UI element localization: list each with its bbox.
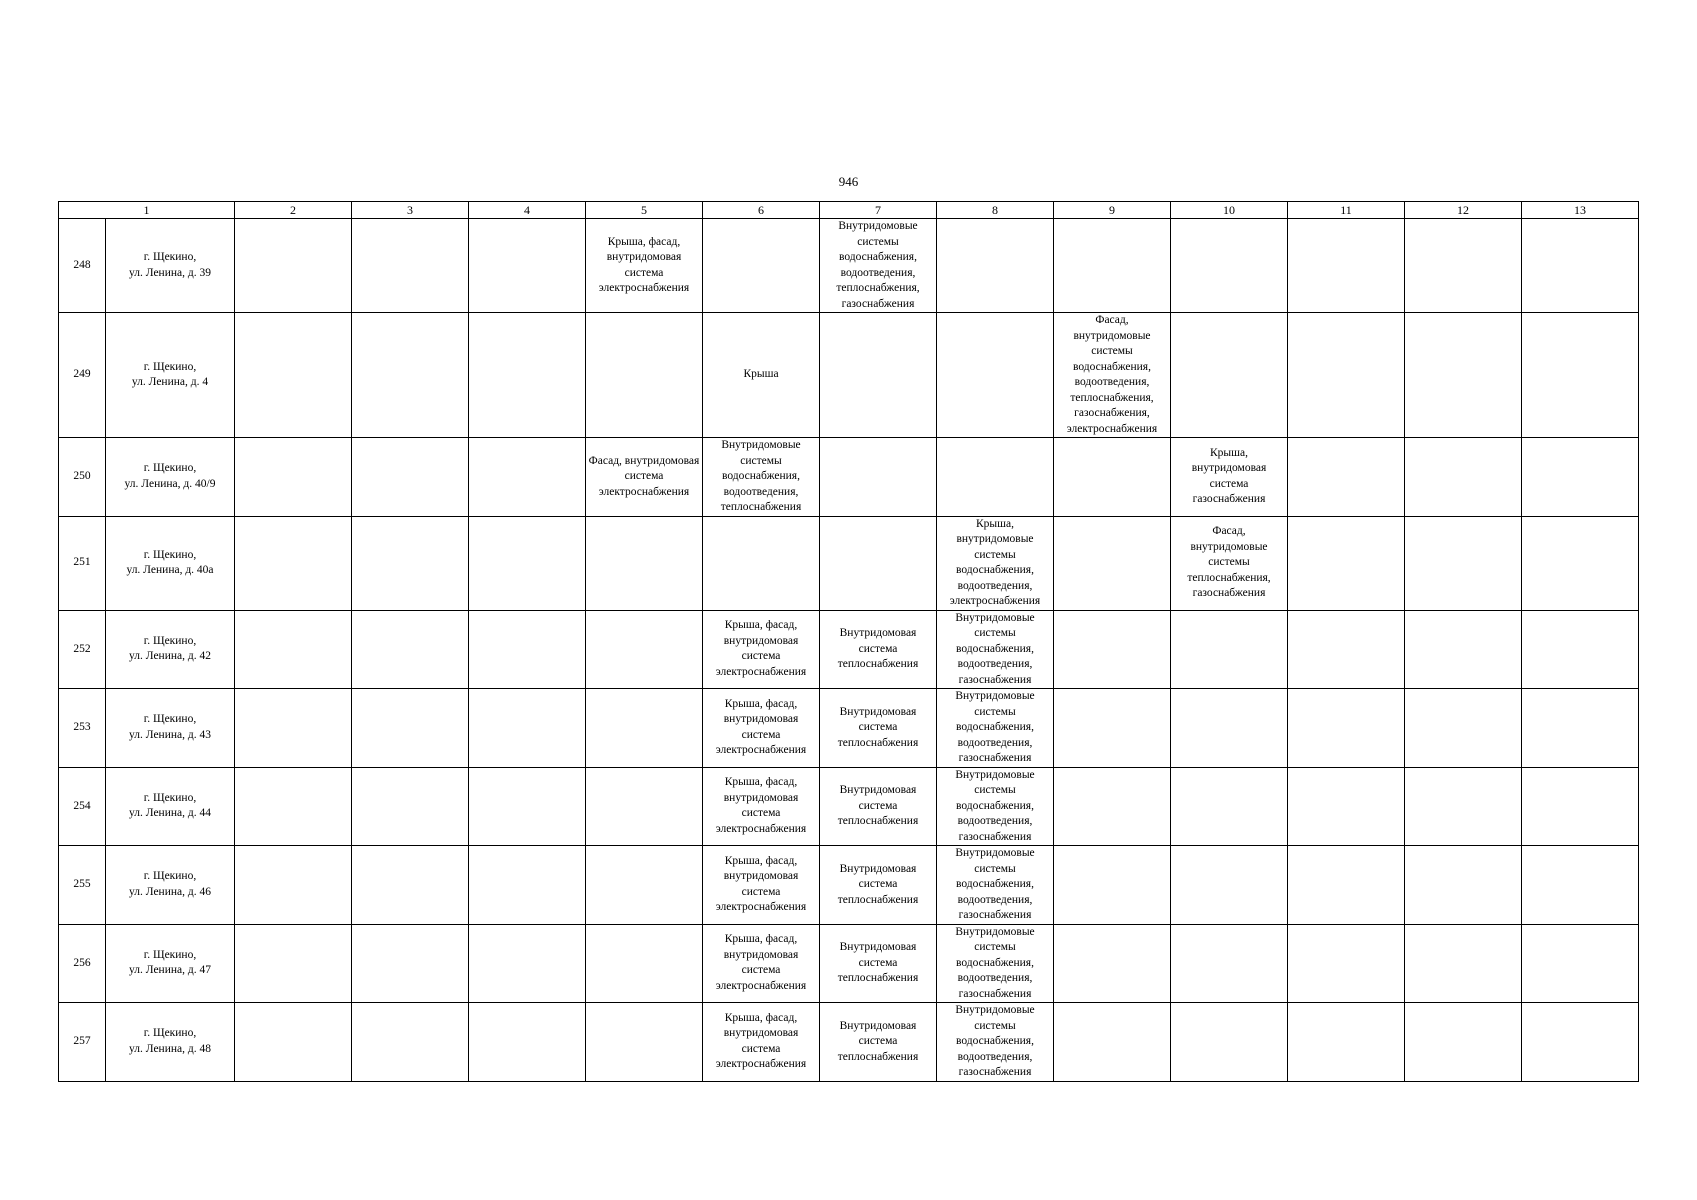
work-cell-col-6 xyxy=(703,516,820,610)
work-cell-col-5 xyxy=(586,846,703,925)
column-header-11: 11 xyxy=(1288,202,1405,219)
address-city: г. Щекино, xyxy=(143,713,197,726)
work-cell-col-5 xyxy=(586,924,703,1003)
address-street: ул. Ленина, д. 46 xyxy=(129,885,211,898)
work-cell-col-12 xyxy=(1405,689,1522,768)
work-cell-col-4 xyxy=(469,516,586,610)
work-cell-col-6: Внутридомовые системы водоснабжения, водоотведения, теплоснабжения xyxy=(703,438,820,517)
row-number: 253 xyxy=(59,689,106,768)
address-street: ул. Ленина, д. 47 xyxy=(129,964,211,977)
work-cell-col-7: Внутридомовая система теплоснабжения xyxy=(820,610,937,689)
column-header-9: 9 xyxy=(1054,202,1171,219)
row-number: 257 xyxy=(59,1003,106,1082)
column-header-3: 3 xyxy=(352,202,469,219)
work-cell-col-4 xyxy=(469,610,586,689)
work-cell-col-6: Крыша, фасад, внутридомовая система электроснабжения xyxy=(703,610,820,689)
address-city: г. Щекино, xyxy=(143,251,197,263)
work-cell-col-6: Крыша, фасад, внутридомовая система электроснабжения xyxy=(703,924,820,1003)
work-cell-col-3 xyxy=(352,438,469,517)
work-cell-col-8: Внутридомовые системы водоснабжения, водоотведения, газоснабжения xyxy=(937,689,1054,768)
address-cell xyxy=(106,438,235,517)
address-cell xyxy=(106,846,235,925)
work-cell-col-10 xyxy=(1171,767,1288,846)
address-cell xyxy=(106,767,235,846)
work-cell-col-6: Крыша, фасад, внутридомовая система электроснабжения xyxy=(703,689,820,768)
work-cell-col-6: Крыша, фасад, внутридомовая система электроснабжения xyxy=(703,767,820,846)
work-cell-col-11 xyxy=(1288,1003,1405,1082)
work-cell-col-8: Крыша, внутридомовые системы водоснабжения, водоотведения, электроснабжения xyxy=(937,516,1054,610)
column-header-10: 10 xyxy=(1171,202,1288,219)
table-row xyxy=(59,924,1639,1003)
work-cell-col-5 xyxy=(586,689,703,768)
work-cell-col-6: Крыша, фасад, внутридомовая система электроснабжения xyxy=(703,846,820,925)
work-cell-col-3 xyxy=(352,924,469,1003)
work-cell-col-4 xyxy=(469,1003,586,1082)
work-cell-col-2 xyxy=(235,924,352,1003)
work-cell-col-9: Фасад, внутридомовые системы водоснабжения, водоотведения, теплоснабжения, газоснабжения, электроснабжения xyxy=(1054,313,1171,438)
work-cell-col-7 xyxy=(820,313,937,438)
row-number: 254 xyxy=(59,767,106,846)
address-city: г. Щекино, xyxy=(143,870,197,883)
address-city: г. Щекино, xyxy=(143,548,197,561)
work-cell-col-9 xyxy=(1054,219,1171,313)
work-cell-col-5 xyxy=(586,313,703,438)
work-cell-col-10 xyxy=(1171,313,1288,438)
work-cell-col-3 xyxy=(352,689,469,768)
address-city: г. Щекино, xyxy=(143,948,197,961)
table-row xyxy=(59,313,1639,438)
work-cell-col-8 xyxy=(937,313,1054,438)
repair-schedule-table xyxy=(58,201,1639,1082)
column-header-4: 4 xyxy=(469,202,586,219)
address-street: ул. Ленина, д. 4 xyxy=(131,376,209,388)
address-cell xyxy=(106,924,235,1003)
work-cell-col-13 xyxy=(1522,1003,1639,1082)
work-cell-col-10: Фасад, внутридомовые системы теплоснабжения, газоснабжения xyxy=(1171,516,1288,610)
column-header-8: 8 xyxy=(937,202,1054,219)
work-cell-col-2 xyxy=(235,846,352,925)
page-number: 946 xyxy=(838,174,859,189)
address-street: ул. Ленина, д. 39 xyxy=(129,266,211,279)
address-street: ул. Ленина, д. 48 xyxy=(129,1042,211,1055)
work-cell-col-13 xyxy=(1522,767,1639,846)
work-cell-col-13 xyxy=(1522,846,1639,925)
work-cell-col-11 xyxy=(1288,313,1405,438)
work-cell-col-4 xyxy=(469,689,586,768)
work-cell-col-12 xyxy=(1405,313,1522,438)
work-cell-col-5 xyxy=(586,767,703,846)
work-cell-col-10 xyxy=(1171,610,1288,689)
work-cell-col-10 xyxy=(1171,219,1288,313)
row-number: 250 xyxy=(59,438,106,517)
work-cell-col-6: Крыша xyxy=(703,313,820,438)
work-cell-col-10 xyxy=(1171,1003,1288,1082)
address-cell xyxy=(106,610,235,689)
address-city: г. Щекино, xyxy=(143,1027,197,1040)
work-cell-col-12 xyxy=(1405,219,1522,313)
work-cell-col-4 xyxy=(469,219,586,313)
work-cell-col-13 xyxy=(1522,610,1639,689)
table-row xyxy=(59,767,1639,846)
address-street: ул. Ленина, д. 40/9 xyxy=(124,477,216,490)
column-header-13: 13 xyxy=(1522,202,1639,219)
row-number: 251 xyxy=(59,516,106,610)
table-row xyxy=(59,610,1639,689)
work-cell-col-7: Внутридомовая система теплоснабжения xyxy=(820,767,937,846)
table-row xyxy=(59,846,1639,925)
work-cell-col-4 xyxy=(469,767,586,846)
work-cell-col-3 xyxy=(352,219,469,313)
work-cell-col-8: Внутридомовые системы водоснабжения, водоотведения, газоснабжения xyxy=(937,924,1054,1003)
work-cell-col-9 xyxy=(1054,924,1171,1003)
work-cell-col-10 xyxy=(1171,846,1288,925)
address-cell xyxy=(106,1003,235,1082)
work-cell-col-10: Крыша, внутридомовая система газоснабжения xyxy=(1171,438,1288,517)
work-cell-col-6 xyxy=(703,219,820,313)
work-cell-col-6: Крыша, фасад, внутридомовая система электроснабжения xyxy=(703,1003,820,1082)
work-cell-col-10 xyxy=(1171,924,1288,1003)
work-cell-col-9 xyxy=(1054,767,1171,846)
work-cell-col-7 xyxy=(820,516,937,610)
work-cell-col-8: Внутридомовые системы водоснабжения, водоотведения, газоснабжения xyxy=(937,1003,1054,1082)
table-body xyxy=(59,219,1639,1082)
column-header-2: 2 xyxy=(235,202,352,219)
work-cell-col-7 xyxy=(820,438,937,517)
work-cell-col-2 xyxy=(235,689,352,768)
work-cell-col-13 xyxy=(1522,689,1639,768)
work-cell-col-2 xyxy=(235,438,352,517)
work-cell-col-7: Внутридомовая система теплоснабжения xyxy=(820,689,937,768)
work-cell-col-10 xyxy=(1171,689,1288,768)
address-city: г. Щекино, xyxy=(143,462,197,475)
column-header-5: 5 xyxy=(586,202,703,219)
work-cell-col-3 xyxy=(352,1003,469,1082)
address-city: г. Щекино, xyxy=(143,360,197,373)
table-row xyxy=(59,689,1639,768)
work-cell-col-9 xyxy=(1054,1003,1171,1082)
work-cell-col-7: Внутридомовая система теплоснабжения xyxy=(820,1003,937,1082)
work-cell-col-11 xyxy=(1288,610,1405,689)
work-cell-col-2 xyxy=(235,219,352,313)
work-cell-col-9 xyxy=(1054,846,1171,925)
work-cell-col-13 xyxy=(1522,438,1639,517)
work-cell-col-11 xyxy=(1288,689,1405,768)
work-cell-col-5: Фасад, внутридомовая система электроснабжения xyxy=(586,438,703,517)
table-row xyxy=(59,516,1639,610)
work-cell-col-13 xyxy=(1522,219,1639,313)
work-cell-col-7: Внутридомовая система теплоснабжения xyxy=(820,846,937,925)
work-cell-col-11 xyxy=(1288,516,1405,610)
column-header-1: 1 xyxy=(59,202,235,219)
work-cell-col-3 xyxy=(352,313,469,438)
address-city: г. Щекино, xyxy=(143,791,197,804)
work-cell-col-8 xyxy=(937,219,1054,313)
table-row xyxy=(59,438,1639,517)
work-cell-col-4 xyxy=(469,924,586,1003)
work-cell-col-5: Крыша, фасад, внутридомовая система электроснабжения xyxy=(586,219,703,313)
header-row xyxy=(59,202,1639,219)
row-number: 256 xyxy=(59,924,106,1003)
work-cell-col-9 xyxy=(1054,689,1171,768)
work-cell-col-8: Внутридомовые системы водоснабжения, водоотведения, газоснабжения xyxy=(937,846,1054,925)
address-cell xyxy=(106,219,235,313)
address-street: ул. Ленина, д. 43 xyxy=(129,728,211,741)
address-street: ул. Ленина, д. 42 xyxy=(129,650,211,663)
work-cell-col-3 xyxy=(352,516,469,610)
work-cell-col-2 xyxy=(235,767,352,846)
column-header-6: 6 xyxy=(703,202,820,219)
work-cell-col-11 xyxy=(1288,846,1405,925)
work-cell-col-11 xyxy=(1288,924,1405,1003)
work-cell-col-8: Внутридомовые системы водоснабжения, водоотведения, газоснабжения xyxy=(937,610,1054,689)
work-cell-col-2 xyxy=(235,313,352,438)
work-cell-col-4 xyxy=(469,313,586,438)
row-number: 248 xyxy=(59,219,106,313)
row-number: 255 xyxy=(59,846,106,925)
work-cell-col-13 xyxy=(1522,924,1639,1003)
work-cell-col-13 xyxy=(1522,516,1639,610)
work-cell-col-3 xyxy=(352,846,469,925)
work-cell-col-2 xyxy=(235,516,352,610)
work-cell-col-8: Внутридомовые системы водоснабжения, водоотведения, газоснабжения xyxy=(937,767,1054,846)
work-cell-col-4 xyxy=(469,846,586,925)
work-cell-col-9 xyxy=(1054,516,1171,610)
work-cell-col-12 xyxy=(1405,767,1522,846)
work-cell-col-2 xyxy=(235,610,352,689)
address-cell xyxy=(106,313,235,438)
table-row xyxy=(59,219,1639,313)
row-number: 252 xyxy=(59,610,106,689)
work-cell-col-7: Внутридомовая система теплоснабжения xyxy=(820,924,937,1003)
table-row xyxy=(59,1003,1639,1082)
work-cell-col-2 xyxy=(235,1003,352,1082)
address-street: ул. Ленина, д. 40а xyxy=(126,564,214,576)
work-cell-col-3 xyxy=(352,767,469,846)
work-cell-col-12 xyxy=(1405,610,1522,689)
work-cell-col-12 xyxy=(1405,846,1522,925)
work-cell-col-5 xyxy=(586,1003,703,1082)
work-cell-col-11 xyxy=(1288,767,1405,846)
work-cell-col-8 xyxy=(937,438,1054,517)
work-cell-col-12 xyxy=(1405,924,1522,1003)
address-street: ул. Ленина, д. 44 xyxy=(129,807,211,820)
work-cell-col-13 xyxy=(1522,313,1639,438)
work-cell-col-5 xyxy=(586,516,703,610)
address-cell xyxy=(106,516,235,610)
column-header-7: 7 xyxy=(820,202,937,219)
work-cell-col-12 xyxy=(1405,1003,1522,1082)
address-cell xyxy=(106,689,235,768)
work-cell-col-12 xyxy=(1405,438,1522,517)
work-cell-col-11 xyxy=(1288,438,1405,517)
work-cell-col-9 xyxy=(1054,610,1171,689)
work-cell-col-7: Внутридомовые системы водоснабжения, водоотведения, теплоснабжения, газоснабжения xyxy=(820,219,937,313)
work-cell-col-9 xyxy=(1054,438,1171,517)
work-cell-col-4 xyxy=(469,438,586,517)
work-cell-col-5 xyxy=(586,610,703,689)
address-city: г. Щекино, xyxy=(143,634,197,647)
work-cell-col-11 xyxy=(1288,219,1405,313)
work-cell-col-3 xyxy=(352,610,469,689)
work-cell-col-12 xyxy=(1405,516,1522,610)
column-header-12: 12 xyxy=(1405,202,1522,219)
row-number: 249 xyxy=(59,313,106,438)
